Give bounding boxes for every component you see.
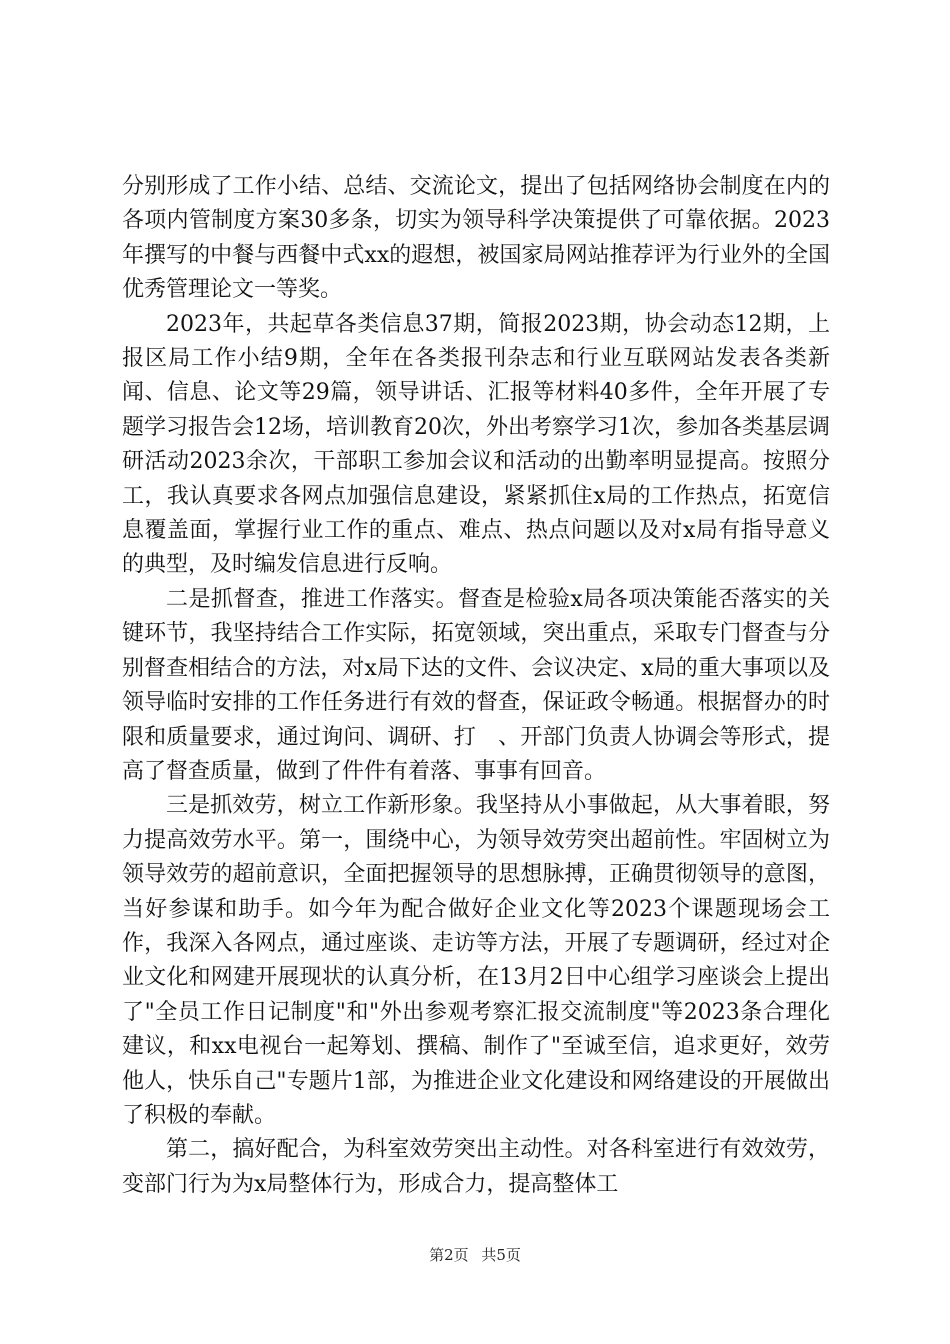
paragraph-cooperation: 第二，搞好配合，为科室效劳突出主动性。对各科室进行有效效劳，变部门行为为x局整体行为，形成合力，提高整体工	[122, 1137, 830, 1197]
paragraph-continuation: 分别形成了工作小结、总结、交流论文，提出了包括网络协会制度在内的各项内管制度方案30多条，切实为领导科学决策提供了可靠依据。2023年撰写的中餐与西餐中式xx的遐想，被国家局网站推荐评为行业外的全国优秀管理论文一等奖。	[122, 174, 830, 303]
paragraph-service: 三是抓效劳，树立工作新形象。我坚持从小事做起，从大事着眼，努力提高效劳水平。第一，围绕中心，为领导效劳突出超前性。牢固树立为领导效劳的超前意识，全面把握领导的思想脉搏，正确贯彻领导的意图，当好参谋和助手。如今年为配合做好企业文化等2023个课题现场会工作，我深入各网点，通过座谈、走访等方法，开展了专题调研，经过对企业文化和网建开展现状的认真分析，在13月2日中心组学习座谈会上提出了"全员工作日记制度"和"外出参观考察汇报交流制度"等2023条合理化建议，和xx电视台一起筹划、撰稿、制作了"至诚至信，追求更好，效劳他人，快乐自己"专题片1部，为推进企业文化建设和网络建设的开展做出了积极的奉献。	[122, 793, 830, 1128]
page-number: 第2页	[429, 1246, 469, 1264]
page-footer	[0, 1244, 950, 1265]
page-total: 共5页	[481, 1246, 521, 1264]
document-body	[122, 170, 830, 1202]
paragraph-supervision: 二是抓督查，推进工作落实。督查是检验x局各项决策能否落实的关键环节，我坚持结合工作实际，拓宽领域，突出重点，采取专门督查与分别督查相结合的方法，对x局下达的文件、会议决定、x局的重大事项以及领导临时安排的工作任务进行有效的督查，保证政令畅通。根据督办的时限和质量要求，通过询问、调研、打 、开部门负责人协调会等形式，提高了督查质量，做到了件件有着落、事事有回音。	[122, 586, 830, 784]
paragraph-information-stats: 2023年，共起草各类信息37期，简报2023期，协会动态12期，上报区局工作小结9期，全年在各类报刊杂志和行业互联网站发表各类新闻、信息、论文等29篇，领导讲话、汇报等材料40多件，全年开展了专题学习报告会12场，培训教育20次，外出考察学习1次，参加各类基层调研活动2023余次，干部职工参加会议和活动的出勤率明显提高。按照分工，我认真要求各网点加强信息建设，紧紧抓住x局的工作热点，拓宽信息覆盖面，掌握行业工作的重点、难点、热点问题以及对x局有指导意义的典型，及时编发信息进行反响。	[122, 311, 830, 578]
